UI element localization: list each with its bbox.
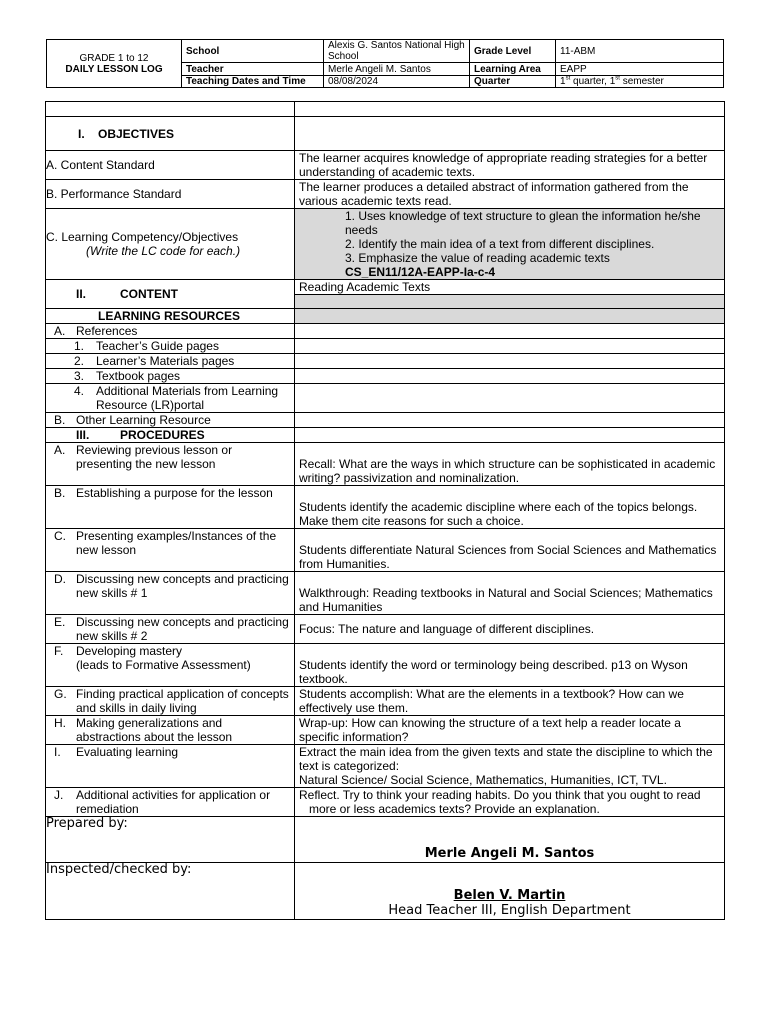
blank-cell — [295, 428, 725, 443]
table-row — [46, 309, 725, 324]
table-row — [46, 486, 725, 529]
content-heading: II. CONTENT — [46, 280, 295, 309]
blank-cell — [295, 102, 725, 117]
table-row — [46, 354, 725, 369]
table-row — [46, 180, 725, 209]
content-standard-label: A. Content Standard — [46, 151, 295, 180]
lesson-table — [45, 101, 725, 920]
prepared-by-name: Merle Angeli M. Santos — [424, 846, 595, 861]
procedure-label: H. Making generalizations and abstractions about the lesson — [46, 716, 295, 745]
blank-cell — [295, 354, 725, 369]
objectives-heading: I. OBJECTIVES — [46, 117, 295, 151]
table-row — [46, 102, 725, 117]
blank-cell — [295, 369, 725, 384]
blank-cell — [295, 324, 725, 339]
blank-cell — [295, 295, 725, 309]
procedure-value: Reflect. Try to think your reading habits. Do you think that you ought to read more or less academics texts? Provide an explanation. — [295, 788, 725, 817]
procedure-value: Students identify the word or terminology being described. p13 on Wyson textbook. — [295, 644, 725, 687]
procedure-label: I. Evaluating learning — [46, 745, 295, 788]
table-row — [46, 745, 725, 788]
learning-area-label: Learning Area — [470, 63, 556, 75]
procedure-value: Recall: What are the ways in which structure can be sophisticated in academic writing? passivization and nominalization. — [295, 443, 725, 486]
reference-item: 4. Additional Materials from Learning Resource (LR)portal — [46, 384, 295, 413]
procedure-label: C. Presenting examples/Instances of the new lesson — [46, 529, 295, 572]
competency-value — [295, 209, 725, 280]
prepared-by-label: Prepared by: — [46, 817, 295, 863]
content-value: Reading Academic Texts — [295, 280, 725, 295]
procedure-value: Wrap-up: How can knowing the structure of a text help a reader locate a specific information? — [295, 716, 725, 745]
table-row — [46, 644, 725, 687]
blank-cell — [295, 339, 725, 354]
blank-cell — [295, 413, 725, 428]
table-row — [46, 529, 725, 572]
teacher-label: Teacher — [182, 63, 324, 75]
procedure-value: Extract the main idea from the given texts and state the discipline to which the text is categorized: Natural Science/ Social Science, Mathematics, Humanities, ICT, TVL. — [295, 745, 725, 788]
procedure-label: G. Finding practical application of concepts and skills in daily living — [46, 687, 295, 716]
quarter-value: 1st quarter, 1st semester — [556, 75, 724, 87]
daily-lesson-log-title — [47, 40, 182, 88]
table-row — [46, 324, 725, 339]
school-label: School — [182, 40, 324, 63]
performance-standard-label: B. Performance Standard — [46, 180, 295, 209]
procedure-value: Students accomplish: What are the elements in a textbook? How can we effectively use them. — [295, 687, 725, 716]
competency-item: 3. Emphasize the value of reading academic texts — [345, 251, 610, 265]
learning-resources-heading: LEARNING RESOURCES — [46, 309, 295, 324]
teaching-dates-label: Teaching Dates and Time — [182, 75, 324, 87]
table-row — [46, 384, 725, 413]
header-table — [46, 39, 724, 88]
competency-label: C. Learning Competency/Objectives (Write the LC code for each.) — [46, 209, 295, 280]
school-value: Alexis G. Santos National High School — [324, 40, 470, 63]
procedure-label: J. Additional activities for application or remediation — [46, 788, 295, 817]
content-standard-value: The learner acquires knowledge of appropriate reading strategies for a better understanding of academic texts. — [295, 151, 725, 180]
grade-level-value: 11-ABM — [556, 40, 724, 63]
procedure-value: Focus: The nature and language of different disciplines. — [295, 615, 725, 644]
grade-level-label: Grade Level — [470, 40, 556, 63]
blank-cell — [295, 384, 725, 413]
procedure-label: F. Developing mastery (leads to Formative Assessment) — [46, 644, 295, 687]
table-row — [46, 413, 725, 428]
procedure-value: Students differentiate Natural Sciences from Social Sciences and Mathematics from Humanities. — [295, 529, 725, 572]
prepared-by-signature — [295, 817, 725, 863]
procedure-value: Students identify the academic discipline where each of the topics belongs. Make them cite reasons for such a choice. — [295, 486, 725, 529]
table-row — [46, 428, 725, 443]
procedure-label: D. Discussing new concepts and practicing new skills # 1 — [46, 572, 295, 615]
other-resource-label: B. Other Learning Resource — [46, 413, 295, 428]
teacher-value: Merle Angeli M. Santos — [324, 63, 470, 75]
inspected-by-name: Belen V. Martin — [453, 888, 566, 903]
references-label: A. References — [46, 324, 295, 339]
quarter-label: Quarter — [470, 75, 556, 87]
procedures-heading: III. PROCEDURES — [46, 428, 295, 443]
table-row — [46, 687, 725, 716]
lc-code: CS_EN11/12A-EAPP-Ia-c-4 — [345, 265, 496, 279]
table-row — [46, 716, 725, 745]
blank-cell — [295, 309, 725, 324]
table-row — [46, 280, 725, 295]
blank-cell — [295, 117, 725, 151]
procedure-label: B. Establishing a purpose for the lesson — [46, 486, 295, 529]
competency-item: 2. Identify the main idea of a text from different disciplines. — [345, 237, 655, 251]
inspected-by-label: Inspected/checked by: — [46, 863, 295, 920]
table-row — [46, 863, 725, 920]
procedure-value: Walkthrough: Reading textbooks in Natural and Social Sciences; Mathematics and Humanities — [295, 572, 725, 615]
grade-range: GRADE 1 to 12 — [79, 52, 149, 64]
performance-standard-value: The learner produces a detailed abstract of information gathered from the various academic texts read. — [295, 180, 725, 209]
log-title: DAILY LESSON LOG — [65, 63, 163, 75]
teaching-dates-value: 08/08/2024 — [324, 75, 470, 87]
learning-area-value: EAPP — [556, 63, 724, 75]
procedure-label: A. Reviewing previous lesson or presenting the new lesson — [46, 443, 295, 486]
table-row — [46, 817, 725, 863]
reference-item: 3. Textbook pages — [46, 369, 295, 384]
table-row — [46, 572, 725, 615]
table-row — [46, 117, 725, 151]
table-row — [46, 443, 725, 486]
table-row — [46, 788, 725, 817]
table-row — [46, 615, 725, 644]
inspected-by-title: Head Teacher III, English Department — [388, 903, 631, 918]
table-row — [46, 209, 725, 280]
table-row — [46, 369, 725, 384]
competency-item: 1. Uses knowledge of text structure to glean the information he/she needs — [345, 209, 701, 237]
procedure-label: E. Discussing new concepts and practicing new skills # 2 — [46, 615, 295, 644]
reference-item: 1. Teacher’s Guide pages — [46, 339, 295, 354]
reference-item: 2. Learner’s Materials pages — [46, 354, 295, 369]
inspected-by-signature — [295, 863, 725, 920]
table-row — [46, 151, 725, 180]
blank-cell — [46, 102, 295, 117]
table-row — [46, 339, 725, 354]
